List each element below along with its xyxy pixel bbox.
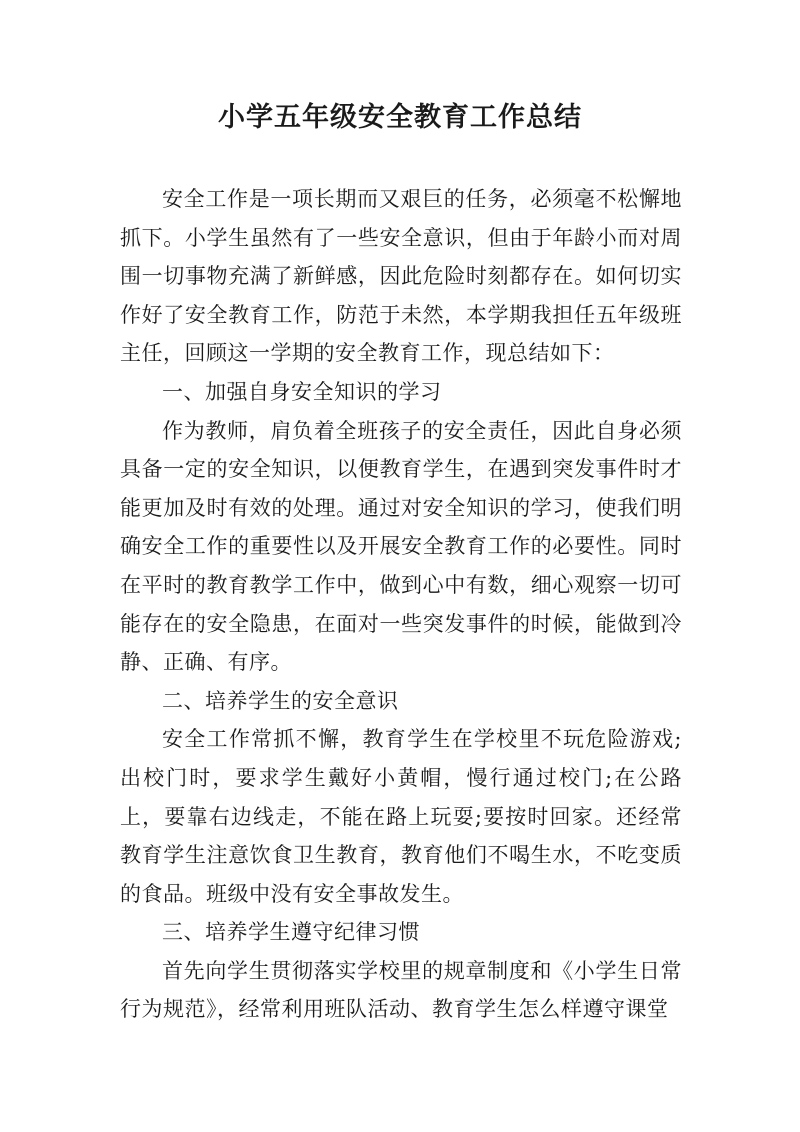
section-paragraph-3: 首先向学生贯彻落实学校里的规章制度和《小学生日常行为规范》，经常利用班队活动、教育学生怎么样遵守课堂 bbox=[120, 958, 682, 1022]
section-heading-2: 二、培养学生的安全意识 bbox=[162, 688, 399, 713]
section-heading-1: 一、加强自身安全知识的学习 bbox=[162, 379, 442, 404]
section-heading-3: 三、培养学生遵守纪律习惯 bbox=[162, 920, 420, 945]
intro-paragraph: 安全工作是一项长期而又艰巨的任务，必须毫不松懈地抓下。小学生虽然有了一些安全意识，但由于年龄小而对周围一切事物充满了新鲜感，因此危险时刻都存在。如何切实作好了安全教育工作，防范于未然，本学期我担任五年级班主任，回顾这一学期的安全教育工作，现总结如下： bbox=[120, 187, 682, 366]
section-paragraph-1: 作为教师，肩负着全班孩子的安全责任，因此自身必须具备一定的安全知识，以便教育学生，在遇到突发事件时才能更加及时有效的处理。通过对安全知识的学习，使我们明确安全工作的重要性以及开展安全教育工作的必要性。同时在平时的教育教学工作中，做到心中有数，细心观察一切可能存在的安全隐患，在面对一些突发事件的时候，能做到冷静、正确、有序。 bbox=[120, 418, 682, 675]
section-paragraph-2: 安全工作常抓不懈，教育学生在学校里不玩危险游戏;出校门时，要求学生戴好小黄帽，慢行通过校门;在公路上，要靠右边线走，不能在路上玩耍;要按时回家。还经常教育学生注意饮食卫生教育，教育他们不喝生水，不吃变质的食品。班级中没有安全事故发生。 bbox=[120, 727, 682, 906]
document-title: 小学五年级安全教育工作总结 bbox=[218, 102, 582, 133]
document-body bbox=[120, 180, 682, 1029]
